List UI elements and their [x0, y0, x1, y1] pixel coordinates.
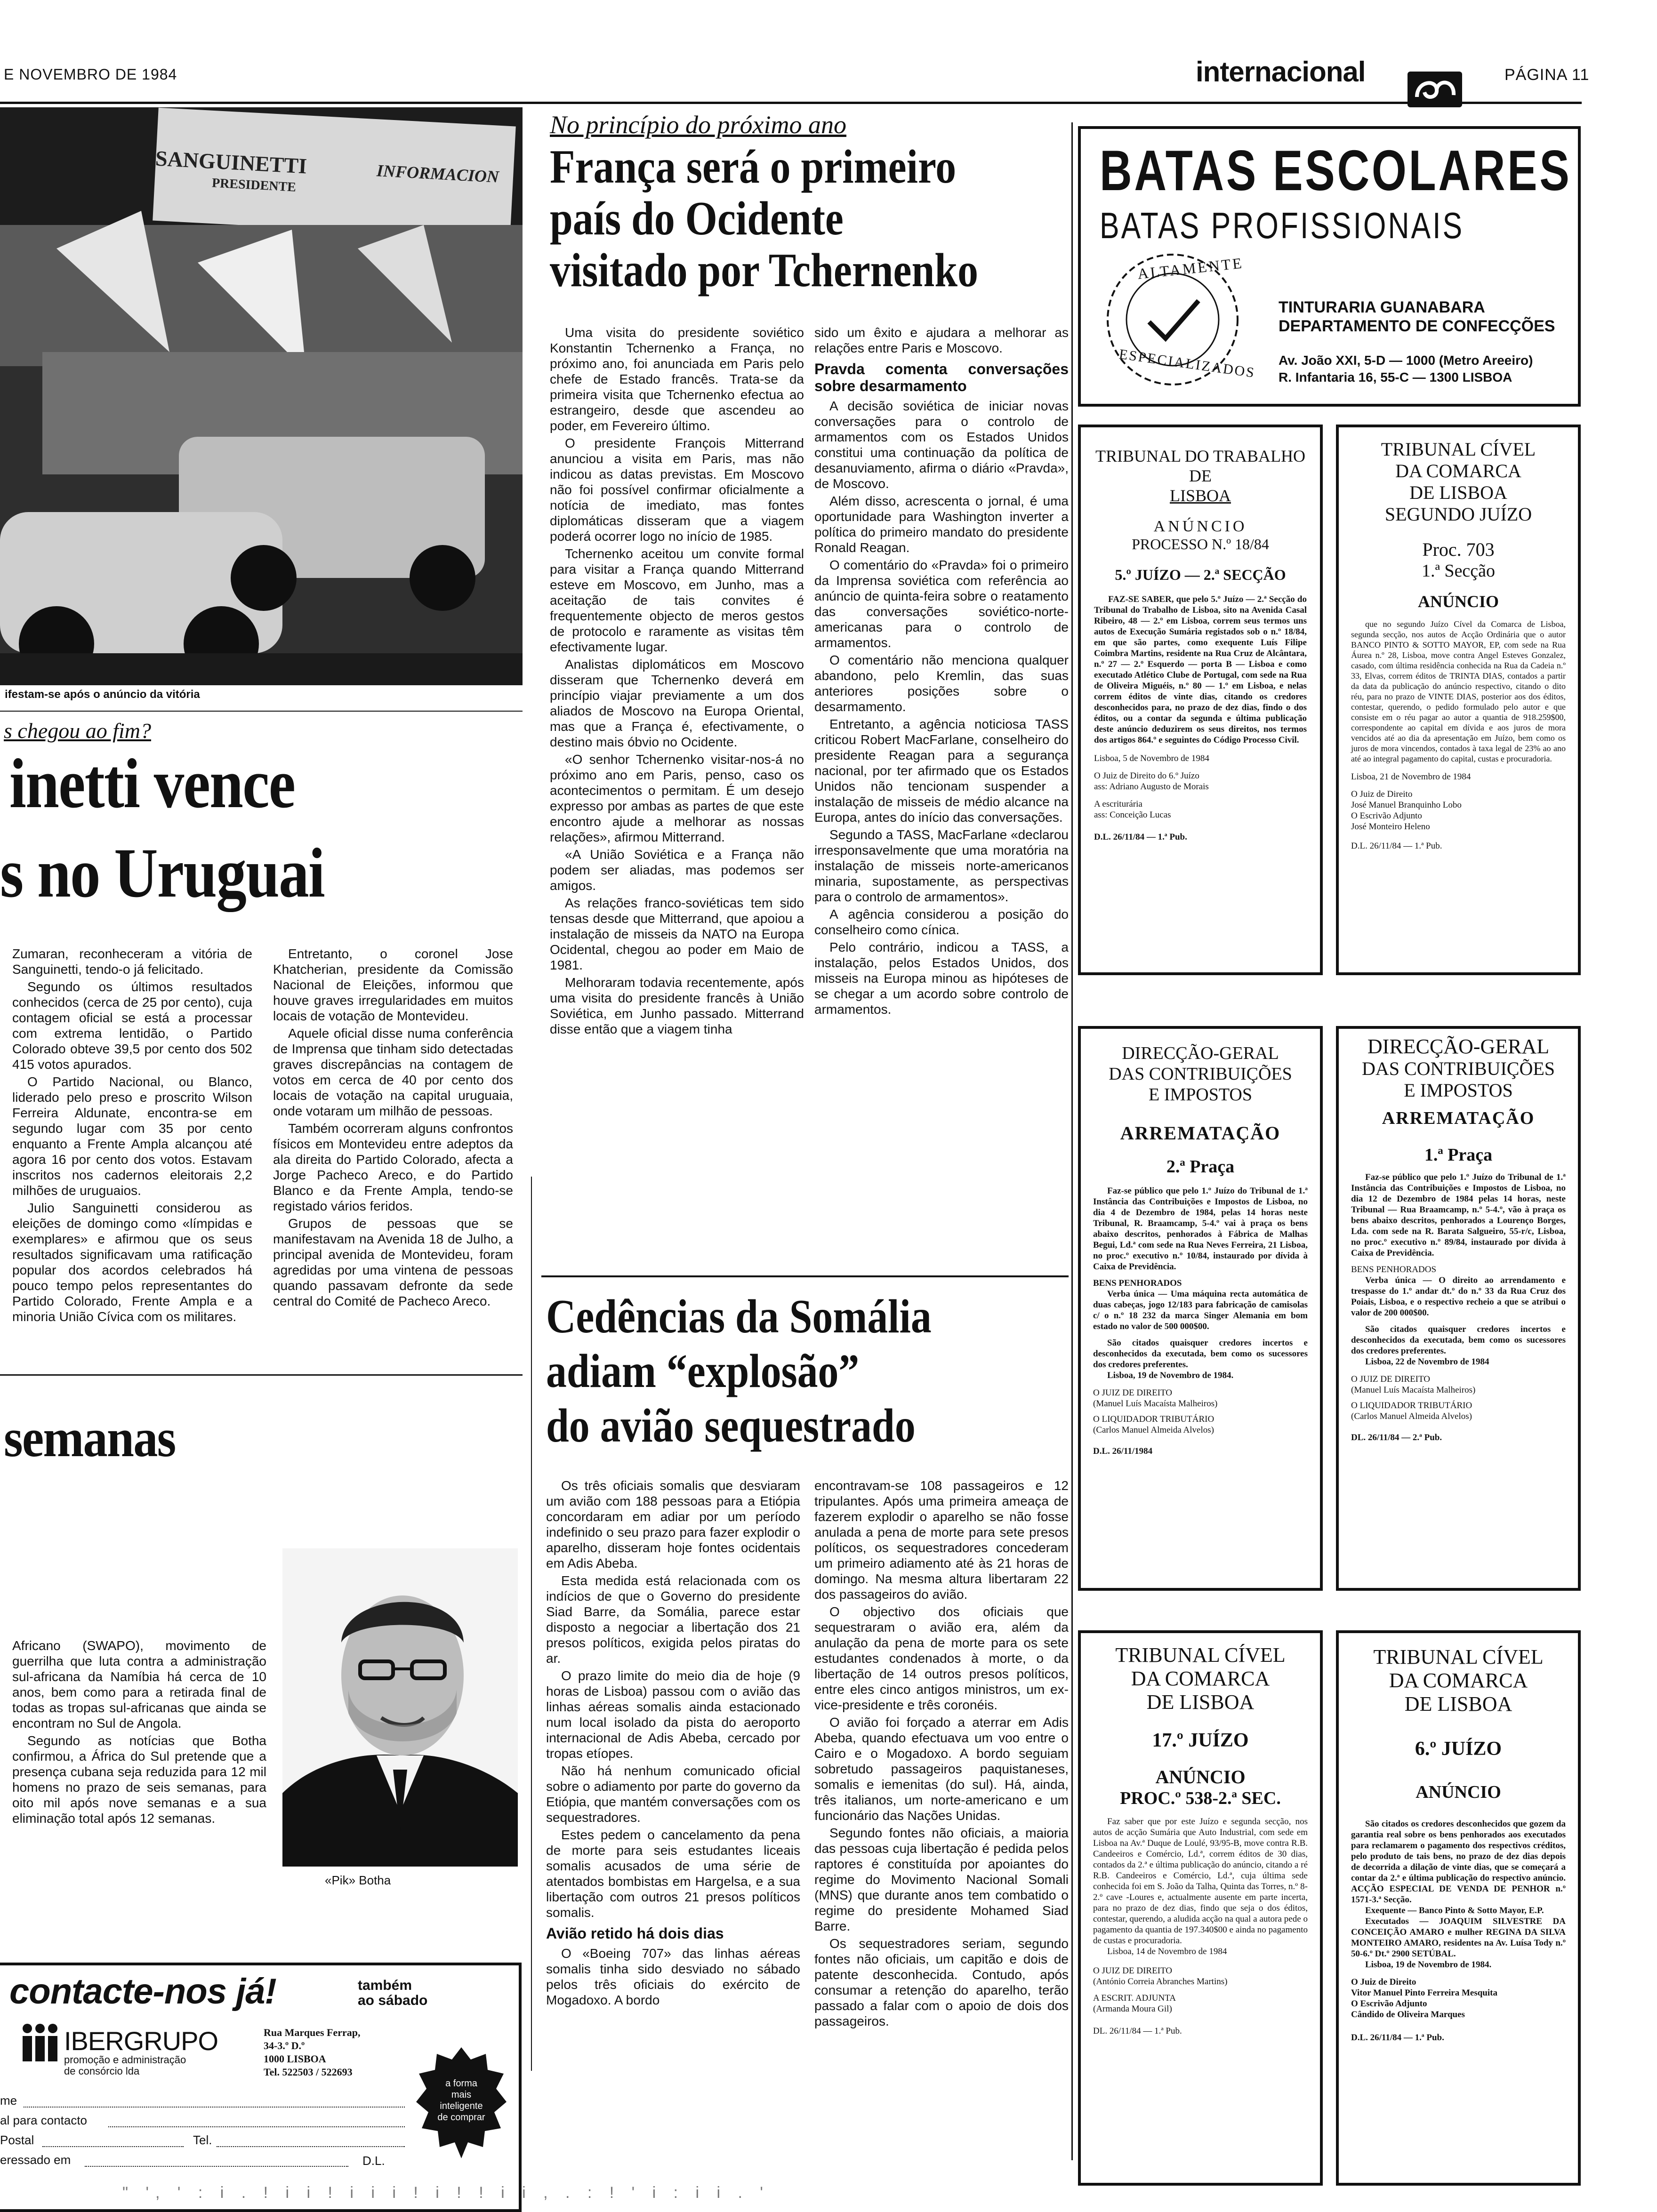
notice-kind: ARREMATAÇÃO	[1382, 1108, 1535, 1128]
paragraph: sido um êxito e ajudara a melhorar as relações entre Paris e Moscovo.	[814, 325, 1069, 355]
divider	[0, 1374, 523, 1376]
notice-creditors: São citados quaisquer credores incertos e desconhecidos da executada, bem como os sucessores dos credores preferentes.	[1351, 1324, 1566, 1356]
batas-company: TINTURARIA GUANABARA	[1279, 298, 1485, 316]
notice-title: E IMPOSTOS	[1404, 1080, 1513, 1101]
paragraph: Aquele oficial disse numa conferência de Imprensa que tinham sido detectadas graves discrepâncias na contagem de votos em cerca de 40 por cento dos locais de votação na capital uruguaia, onde votaram um milhão de pessoas.	[273, 1026, 513, 1118]
notice-title: TRIBUNAL CÍVEL	[1115, 1643, 1286, 1667]
altamente-seal-icon	[1104, 251, 1256, 388]
divider	[0, 711, 523, 712]
notice-kind: ANÚNCIO	[1417, 592, 1499, 611]
scan-noise: " ', ' : i . ! i i ! i i i ! i ! ! i i , . : ! ' i : i i . '	[122, 2184, 770, 2202]
franca-headline-2: país do Ocidente	[550, 192, 844, 245]
notice-clerk: A ESCRIT. ADJUNTA	[1093, 1993, 1176, 2003]
notice-juizo: 5.º JUÍZO — 2.ª SECÇÃO	[1115, 566, 1286, 583]
notice-date: Lisboa, 19 de Novembro de 1984.	[1365, 1960, 1492, 1970]
paragraph: A decisão soviética de iniciar novas conversações para o controlo de armamentos com os Estados Unidos constitui uma continuação da política de desanuviamento, afirma o diário «Pravda», de Moscovo.	[814, 399, 1069, 491]
portrait-caption: «Pik» Botha	[325, 1873, 391, 1887]
notice-title: DE LISBOA	[1146, 1691, 1255, 1714]
photo-sign-informacion: INFORMACION	[376, 161, 499, 186]
notice-title: DA COMARCA	[1131, 1667, 1270, 1690]
franca-col-2	[814, 325, 1069, 1019]
batas-department: DEPARTAMENTO DE CONFECÇÕES	[1279, 317, 1555, 335]
paragraph: Segundo a TASS, MacFarlane «declarou irresponsavelmente que uma moratória na instalação de misseis norte-americanos minaria, supostamente, as perspectivas para o controlo de armamentos».	[814, 827, 1069, 904]
paragraph: Melhoraram todavia recentemente, após uma visita do presidente francês à União Soviética, em Junho passado. Mitterrand disse então que a viagem tinha	[550, 975, 804, 1036]
seal-top-text: ALTAMENTE	[1136, 254, 1245, 282]
notice-exequente: Exequente — Banco Pinto & Sotto Mayor, E.P.	[1365, 1906, 1544, 1915]
contact-badge	[414, 2045, 508, 2163]
notice-judge-name: Vitor Manuel Pinto Ferreira Mesquita	[1351, 1988, 1497, 1998]
notice-kind: ANÚNCIO	[1155, 1766, 1246, 1787]
notice-judge: O Juiz de Direito	[1351, 789, 1413, 799]
botha-portrait	[282, 1548, 518, 1867]
notice-title: DA COMARCA	[1395, 460, 1521, 481]
notice-title: DAS CONTRIBUIÇÕES	[1361, 1058, 1555, 1079]
photo-sign-sanguinetti: SANGUINETTI	[154, 146, 308, 178]
notice-executados: Executados — JOAQUIM SILVESTRE DA CONCEIÇÃO AMARO e mulher REGINA DA SILVA MONTEIRO AMARO, residentes na Av. Luísa Tody n.º 50-6.º Dt.º 2900 SETÚBAL.	[1351, 1916, 1566, 1959]
notice-judge: O JUIZ DE DIREITO	[1093, 1966, 1172, 1976]
notice-process: PROC.º 538-2.ª SEC.	[1120, 1788, 1281, 1808]
notice-date: Lisboa, 5 de Novembro de 1984	[1094, 753, 1209, 763]
paragraph: Zumaran, reconheceram a vitória de Sanguinetti, tendo-o já felicitado.	[12, 946, 252, 977]
notice-date: Lisboa, 22 de Novembro de 1984	[1365, 1357, 1489, 1367]
semanas-text	[12, 1638, 266, 1828]
uruguay-col-2	[273, 946, 513, 1311]
notice-body: Faz saber que por este Juízo e segunda secção, nos autos de acção Sumária que Auto Industrial, com sede em Lisboa na Av.ª Duque de Loulé, 93/95-B, move contra R.B. Candeeiros e Comércio, Ld.ª, correm éditos de 30 dias, contados da 2.ª e última publicação do anúncio, citando a ré R.B. Candeeiros e Comércio, Ld.ª, cuja última sede conhecida foi em S. João da Talha, Quinta das Torres, n.º 8-2.º cave -Loures e, actualmente ausente em parte incerta, para no prazo de dez dias, findo que seja o dos éditos, contestar, querendo, a aludida acção na qual a autora pede o pagamento da quantia de 197.340$00 e ainda no pagamento de custas e procuradoria.	[1093, 1817, 1308, 1946]
badge-line-1: a forma	[445, 2078, 477, 2089]
franca-kicker: No princípio do próximo ano	[550, 111, 846, 139]
notice-process: PROCESSO N.º 18/84	[1132, 536, 1269, 553]
uruguay-headline-2: s no Uruguai	[0, 834, 325, 912]
notice-dl: D.L. 26/11/84 — 1.ª Pub.	[1351, 2033, 1444, 2043]
notice-clerk-name: ass: Conceição Lucas	[1094, 810, 1171, 820]
paragraph: Segundo os últimos resultados conhecidos (cerca de 25 por cento), cuja contagem oficial se está a processar com extrema lentidão, o Partido Colorado obteve 39,5 por cento dos 502 415 votos apurados.	[12, 979, 252, 1072]
paragraph: A agência considerou a posição do conselheiro como cínica.	[814, 907, 1069, 937]
batas-line-1: BATAS ESCOLARES	[1100, 138, 1572, 202]
paragraph: O comentário não menciona qualquer abandono, pelo Kremlin, das suas anteriores posições sobre o desarmamento.	[814, 653, 1069, 714]
notice-date: Lisboa, 14 de Novembro de 1984	[1107, 1947, 1227, 1956]
form-line-postal[interactable]	[42, 2146, 184, 2147]
paragraph: «A União Soviética e a França não podem ser aliadas, mas podemos ser amigos.	[550, 847, 804, 893]
paragraph: O presidente François Mitterrand anunciou a visita em Paris, mas não indicou as datas previstas. Em Moscovo não foi possível confirmar oficialmente a notícia de imediato, mas fontes diplomáticas disseram que a viagem poderá ocorrer logo no início de 1985.	[550, 436, 804, 544]
notice-title: DAS CONTRIBUIÇÕES	[1109, 1064, 1292, 1084]
contact-ad	[0, 1963, 522, 2212]
form-line-name[interactable]	[24, 2107, 405, 2108]
notice-body: que no segundo Juízo Cível da Comarca de Lisboa, segunda secção, nos autos de Acção Ordinária que o autor BANCO PINTO & SOTTO MAYOR, EP, com sede na Rua Áurea n.º 28, Lisboa, move contra Angel Esteves Gonzalez, casado, com última residência conhecida na Rua da Cadeia n.º 33, Elvas, correm éditos de TRINTA DIAS, contados a partir da data da publicação do anúncio respectivo, citando o dito réu, para no prazo de VINTE DIAS, posterior aos dos éditos, contestar, querendo, o pedido formulado pelo autor e que consiste em o réu pagar ao autor a quantia de 918.259$00, correspondente ao capital em dívida e aos juros de mora vencidos até ao dia da apresentação em Juízo, bem como os juros de mora vincendos, contados à taxa legal de 23% ao ano até ao integral pagamento do capital, custas e procuradoria.	[1351, 619, 1566, 763]
notice-title: E IMPOSTOS	[1149, 1085, 1252, 1105]
notice-judge: O JUIZ DE DIREITO	[1351, 1374, 1430, 1384]
notice-title: TRIBUNAL DO TRABALHO	[1095, 447, 1305, 465]
paragraph: As relações franco-soviéticas tem sido tensas desde que Mitterrand, que apoiou a instalação de misseis da NATO na Europa Ocidental, chegou ao poder em Maio de 1981.	[550, 896, 804, 972]
paragraph: O Partido Nacional, ou Blanco, liderado pelo preso e proscrito Wilson Ferreira Aldunate, encontra-se em segundo lugar com 35 por cento enquanto a Frente Ampla alcançou até agora 16 por cento dos votos. Estavam inscritos nos cadernos eleitorais 2,2 milhões de uruguaios.	[12, 1074, 252, 1198]
notice-civel-segundo	[1336, 425, 1581, 975]
contact-address-1: Rua Marques Ferrap,	[264, 2027, 361, 2038]
notice-title: DIRECÇÃO-GERAL	[1367, 1035, 1550, 1058]
notice-kind: ANÚNCIO	[1416, 1782, 1501, 1802]
franca-headline-3: visitado por Tchernenko	[550, 244, 978, 297]
paragraph: Os três oficiais somalis que desviaram um avião com 188 pessoas para a Etiópia concordaram em adiar por um período indefinido o seu prazo para fazer explodir o aparelho, disseram hoje fontes ocidentais em Adis Abeba.	[546, 1478, 800, 1571]
paragraph: O objectivo dos oficiais que sequestraram o avião era, além da anulação da pena de morte para os sete estudantes condenados à morte, o da libertação de 14 outros presos políticos, entre eles cinco antigos ministros, um ex-vice-presidente e três coronéis.	[814, 1604, 1069, 1712]
notice-clerk-name: Cândido de Oliveira Marques	[1351, 2010, 1465, 2020]
semanas-headline: semanas	[4, 1408, 176, 1468]
batas-ad	[1078, 126, 1581, 407]
uruguay-kicker: s chegou ao fim?	[4, 719, 152, 743]
form-label-interest: eressado em	[0, 2153, 71, 2167]
contact-address-3: 1000 LISBOA	[264, 2053, 326, 2065]
paragraph: Uma visita do presidente soviético Konstantin Tchernenko a França, no próximo ano, foi anunciada em Paris pelo chefe de Estado francês. Trata-se da primeira visita que Tchernenko efectua ao estrangeiro, desde que ascendeu ao poder, em Fevereiro último.	[550, 325, 804, 433]
notice-judge: O Juiz de Direito do 6.º Juízo	[1094, 771, 1199, 781]
form-line-interest[interactable]	[85, 2166, 348, 2167]
photo-caption: ifestam-se após o anúncio da vitória	[5, 688, 200, 701]
notice-title: LISBOA	[1169, 486, 1231, 505]
paragraph: Julio Sanguinetti considerou as eleições de domingo como «límpidas e exemplares» e afirmou que os seus resultados significavam uma ratificação popular dos acordos celebrados há pouco tempo pelos representantes do Partido Colorado, Frente Ampla e a minoria União Cívica com os militares.	[12, 1201, 252, 1324]
paragraph: Pelo contrário, indicou a TASS, a instalação, pelos Estados Unidos, dos misseis na Europa minou as hipóteses de se chegar a um acordo sobre controlo de armamentos.	[814, 940, 1069, 1017]
batas-line-2: BATAS PROFISSIONAIS	[1100, 205, 1464, 246]
paragraph: «O senhor Tchernenko visitar-nos-á no próximo ano em Paris, penso, caso os acontecimentos o permitam. É um desejo expresso por ambas as partes de que este encontro ajude a melhorar as nossas relações», afirmou Mitterrand.	[550, 752, 804, 844]
notice-praca: 2.ª Praça	[1166, 1157, 1235, 1177]
paragraph: encontravam-se 108 passageiros e 12 tripulantes. Após uma primeira ameaça de fazerem explodir o aparelho se não fosse anulada a pena de morte para sete presos políticos, os sequestradores concederam um primeiro adiamento até às 21 horas de domingo. Na mesma altura libertaram 22 dos passageiros do avião.	[814, 1478, 1069, 1602]
notice-judge-name: (Manuel Luís Macaísta Malheiros)	[1351, 1385, 1476, 1395]
paragraph: Entretanto, o coronel Jose Khatcherian, presidente da Comissão Nacional de Eleições, informou que houve graves irregularidades em muitos locais de votação de Montevideu.	[273, 946, 513, 1023]
notice-civel-17-juizo	[1078, 1630, 1323, 2186]
notice-kind: ANÚNCIO	[1153, 518, 1247, 535]
notice-judge: O JUIZ DE DIREITO	[1093, 1388, 1172, 1398]
paragraph: Entretanto, a agência noticiosa TASS criticou Robert MacFarlane, conselheiro do presidente Reagan para a segurança nacional, por ter afirmado que os Estados Unidos não tencionam suspender a instalação de misseis de médio alcance na Europa, antes do início das conversações.	[814, 717, 1069, 825]
form-label-postal: Postal	[0, 2133, 34, 2147]
notice-dl: DL. 26/11/84 — 1.ª Pub.	[1093, 2026, 1182, 2036]
contact-ad-title: contacte-nos já!	[9, 1972, 276, 2012]
notice-bens: Verba única — Uma máquina recta automática de duas cabeças, jogo 12/183 para fabricação de camisolas c/ o n.º 18 232 da marca Singer Alemania em bom estado no valor de 500 000$00.	[1093, 1289, 1308, 1331]
header-rule	[0, 102, 1582, 104]
notice-date: Lisboa, 19 de Novembro de 1984.	[1107, 1370, 1234, 1380]
paragraph: Além disso, acrescenta o jornal, é uma oportunidade para Washington inverter a política do primeiro mandato do presidente Ronald Reagan.	[814, 494, 1069, 555]
notice-body: FAZ-SE SABER, que pelo 5.º Juízo — 2.ª Secção do Tribunal do Trabalho de Lisboa, sito na Avenida Casal Ribeiro, 48 — 2.º em Lisboa, correm seus termos uns autos de Execução Sumária registados sob o n.º 18/84, em que são partes, como exequente Luís Filipe Coimbra Martins, residente na Rua Cruz de Alcântara, n.º 27 — 2.º Esquerdo — porta B — Lisboa e como executado Atlético Clube de Portugal, com sede na Rua de Oliveira Miguéis, n.º 80 — 1.º em Lisboa, e nelas correm éditos de vinte dias, citando os credores desconhecidos para, no prazo de dez dias, findo o dos éditos, ou a contar da segunda e última publicação deste anúncio deduzirem os seus direitos, nos termos dos artigos 864.º e seguintes do Código Processo Civil.	[1094, 594, 1307, 745]
somalia-headline-3: do avião sequestrado	[546, 1399, 916, 1452]
pravda-subhead: Pravda comenta conversações sobre desarmamento	[814, 361, 1069, 394]
header-date: E NOVEMBRO DE 1984	[4, 66, 177, 83]
notice-title: DIRECÇÃO-GERAL	[1122, 1043, 1279, 1063]
paragraph: Esta medida está relacionada com os indícios de que o Governo do presidente Siad Barre, da Somália, parece estar disposto a negociar a libertação dos 21 presos políticos, exigida pelos piratas do ar.	[546, 1573, 800, 1666]
header-section: internacional	[1196, 56, 1366, 88]
form-line-tel[interactable]	[217, 2146, 405, 2147]
notice-dl: DL. 26/11/84 — 2.ª Pub.	[1351, 1433, 1442, 1443]
notice-title: TRIBUNAL CÍVEL	[1381, 439, 1536, 460]
paragraph: Segundo fontes não oficiais, a maioria das pessoas cuja libertação é pedida pelos raptores é constituída por apoiantes do regime do Movimento Nacional Somali (MNS) que durante anos tem combatido o regime do presidente Mohamed Siad Barre.	[814, 1826, 1069, 1933]
contact-address-2: 34-3.º D.º	[264, 2040, 305, 2052]
badge-line-2: mais	[451, 2090, 472, 2100]
ibergrupo-brand: IBERGRUPO	[64, 2026, 218, 2056]
badge-line-3: inteligente	[440, 2101, 483, 2111]
notice-clerk-name: José Monteiro Heleno	[1351, 822, 1430, 832]
uruguay-headline-1: inetti vence	[9, 745, 295, 823]
notice-praca: 1.ª Praça	[1424, 1145, 1493, 1165]
notice-judge-name: ass: Adriano Augusto de Morais	[1094, 782, 1209, 792]
paragraph: Estes pedem o cancelamento da pena de morte para seis estudantes liceais somalis acusados de uma série de atentados bombistas em Hargelsa, e a sua libertação com outros 21 presos políticos somalis.	[546, 1827, 800, 1920]
contact-ad-tag-2: ao sábado	[358, 1993, 428, 2008]
aviao-subhead: Avião retido há dois dias	[546, 1925, 724, 1942]
paragraph: Analistas diplomáticos em Moscovo disseram que Tchernenko deverá em princípio viajar previamente a um dos aliados de Moscovo na Europa Oriental, mas que a França é, efectivamente, o destino mais óbvio no Ocidente.	[550, 657, 804, 749]
divider	[541, 1275, 1069, 1277]
ibergrupo-sub-1: promoção e administração	[64, 2054, 186, 2066]
photo-sign-presidente: PRESIDENTE	[211, 176, 297, 195]
paragraph: Grupos de pessoas que se manifestavam na Avenida 18 de Julho, a principal avenida de Montevideu, foram agredidas por uma vintena de pessoas quando passavam defronte da sede central do Comité de Pacheco Areco.	[273, 1216, 513, 1308]
notice-liquidador-name: (Carlos Manuel Almeida Alvelos)	[1351, 1411, 1472, 1421]
notice-body: Faz-se público que pelo 1.º Juízo do Tribunal de 1.ª Instância das Contribuições e Impostos de Lisboa, no dia 12 de Dezembro de 1984 pelas 14 horas, neste Tribunal — Rua Braamcamp, n.º 5-4.º, vão à praça os bens abaixo descritos, penhorados a Lourenço Borges, Lda. com sede na R. Barata Salgueiro, 55-r/c, Lisboa, no proc.º executivo n.º 89/84, instaurado por dívida à Caixa de Previdência.	[1351, 1172, 1566, 1258]
notice-clerk: O Escrivão Adjunto	[1351, 1999, 1427, 2009]
uruguay-rally-photo	[0, 107, 523, 685]
paragraph: Africano (SWAPO), movimento de guerrilha que luta contra a administração sul-africana da Namíbia há cerca de 10 anos, bem como para a retirada final de todas as tropas sul-africanas que ainda se encontram no Sul de Angola.	[12, 1638, 266, 1731]
batas-address-1: Av. João XXI, 5-D — 1000 (Metro Areeiro)	[1279, 353, 1533, 368]
paragraph: Os sequestradores seriam, segundo fontes não oficiais, um capitão e dois de patente desconhecida. Contudo, após consumar a retenção do aparelho, terão passado a falar com o apoio de dois dos passageiros.	[814, 1936, 1069, 2028]
notice-seccao: 1.ª Secção	[1421, 561, 1496, 581]
divider	[531, 1177, 532, 2071]
notice-body: Faz-se público que pelo 1.º Juízo do Tribunal de 1.ª Instância das Contribuições e Impostos de Lisboa, no dia 4 de Dezembro de 1984, pelas 14 horas neste Tribunal, R. Braamcamp, 5-4.º vai à praça os bens abaixo descritos, penhorados à Fábrica de Malhas Begui, Ld.ª com sede na Rua Neves Ferreira, 21 Lisboa, no proc.º executivo n.º 10/84, instaurado por dívida à Caixa de Previdência.	[1093, 1186, 1308, 1272]
notice-bens-title: BENS PENHORADOS	[1093, 1278, 1182, 1288]
paragraph: O «Boeing 707» das linhas aéreas somalis tinha sido desviado no sábado pelos três oficiais do exército de Mogadoxo. A bordo	[546, 1946, 800, 2007]
paragraph: O avião foi forçado a aterrar em Adis Abeba, quando efectuava um voo entre o Cairo e o Mogadoxo. A bordo seguiam sobretudo passageiros paquistaneses, somalis e iemenitas (do sul). Há, ainda, três italianos, um norte-americano e um funcionário das Nações Unidas.	[814, 1715, 1069, 1823]
notice-clerk: O Escrivão Adjunto	[1351, 811, 1422, 821]
seal-bottom-text: ESPECIALIZADOS	[1118, 346, 1256, 381]
somalia-col-2	[814, 1478, 1069, 2031]
notice-body: São citados os credores desconhecidos que gozem da garantia real sobre os bens penhorados aos executados para reclamarem o pagamento dos respectivos créditos, pelo produto de tais bens, no prazo de dez dias depois de decorrida a dilação de vinte dias, que se começará a contar da 2.ª e última publicação do respectivo anúncio. ACÇÃO ESPECIAL DE VENDA DE PENHOR n.º 1571-3.ª Secção.	[1351, 1819, 1566, 1905]
notice-juizo: 6.º JUÍZO	[1415, 1738, 1502, 1760]
notice-kind: ARREMATAÇÃO	[1120, 1122, 1281, 1144]
form-line-contact[interactable]	[108, 2126, 405, 2127]
somalia-col-1	[546, 1478, 800, 2010]
form-label-dl: D.L.	[362, 2154, 385, 2168]
contact-ad-tag-1: também	[358, 1978, 412, 1993]
notice-title: DA COMARCA	[1389, 1669, 1528, 1692]
notice-civel-6-juizo	[1336, 1630, 1581, 2186]
notice-judge: O Juiz de Direito	[1351, 1977, 1416, 1987]
paragraph: Também ocorreram alguns confrontos físicos em Montevideu entre adeptos da ala direita do Partido Colorado, afecta a Jorge Pacheco Areco, e do Partido Blanco e da Frente Ampla, tendo-se registado vários feridos.	[273, 1121, 513, 1213]
notice-judge-name: (António Correia Abranches Martins)	[1093, 1977, 1228, 1987]
somalia-headline-1: Cedências da Somália	[546, 1290, 932, 1343]
header-page: PÁGINA 11	[1504, 66, 1590, 84]
notice-dl: D.L. 26/11/84 — 1.ª Pub.	[1351, 841, 1442, 851]
divider	[1071, 122, 1073, 2160]
ibergrupo-sub-2: de consórcio lda	[64, 2065, 140, 2077]
notice-clerk: A escriturária	[1094, 799, 1142, 809]
form-label-tel: Tel.	[193, 2133, 212, 2147]
badge-line-4: de comprar	[437, 2112, 485, 2123]
paragraph: Não há nenhum comunicado oficial sobre o adiamento por parte do governo da Etiópia, que mantém conversações com os sequestradores.	[546, 1763, 800, 1825]
notice-bens: Verba única — O direito ao arrendamento e trespasse do 1.º andar dt.º do n.º 33 da Rua Cruz dos Poiais, Lisboa, e o respectivo recheio a que se atribui o valor de 200 000$00.	[1351, 1275, 1566, 1318]
notice-judge-name: (Manuel Luís Macaísta Malheiros)	[1093, 1399, 1218, 1409]
notice-title: TRIBUNAL CÍVEL	[1373, 1645, 1544, 1668]
notice-tribunal-trabalho	[1078, 425, 1323, 975]
paragraph: O prazo limite do meio dia de hoje (9 horas de Lisboa) passou com o avião das linhas aéreas somalis ainda estacionado num local isolado da pista do aeroporto internacional de Adis Abeba, cercado por tropas etíopes.	[546, 1668, 800, 1761]
notice-title: DE LISBOA	[1404, 1692, 1512, 1715]
notice-dl: D.L. 26/11/84 — 1.ª Pub.	[1094, 832, 1187, 842]
notice-bens-title: BENS PENHORADOS	[1351, 1265, 1437, 1274]
paragraph: Tchernenko aceitou um convite formal para visitar a França quando Mitterrand esteve em Moscovo, em Junho, mas a aceitação de tais convites é frequentemente objecto de meros gestos de protocolo e raramente as visitas têm efectivamente lugar.	[550, 546, 804, 654]
paragraph: Segundo as notícias que Botha confirmou, a África do Sul pretende que a presença cubana seja reduzida para 12 mil homens no prazo de seis semanas, para oito mil após nove semanas e a sua eliminação total após 12 semanas.	[12, 1733, 266, 1826]
franca-headline-1: França será o primeiro	[550, 140, 957, 193]
uruguay-col-1	[12, 946, 252, 1326]
notice-dgci-1a-praca	[1336, 1026, 1581, 1591]
notice-liquidador: O LIQUIDADOR TRIBUTÁRIO	[1351, 1401, 1472, 1411]
notice-dgci-2a-praca	[1078, 1026, 1323, 1591]
notice-process: Proc. 703	[1422, 539, 1495, 560]
franca-col-1	[550, 325, 804, 1039]
notice-creditors: São citados quaisquer credores incertos e desconhecidos da executada, bem como os sucessores dos credores preferentes.	[1093, 1338, 1308, 1370]
batas-address-2: R. Infantaria 16, 55-C — 1300 LISBOA	[1279, 370, 1512, 385]
notice-title: DE	[1189, 466, 1212, 485]
notice-title: DE LISBOA	[1409, 482, 1507, 503]
notice-clerk-name: (Armanda Moura Gil)	[1093, 2004, 1172, 2014]
notice-title: SEGUNDO JUÍZO	[1384, 504, 1532, 525]
notice-judge-name: José Manuel Branquinho Lobo	[1351, 800, 1462, 810]
notice-dl: D.L. 26/11/1984	[1093, 1446, 1153, 1456]
contact-address-4: Tel. 522503 / 522693	[264, 2066, 353, 2078]
ibergrupo-logo-icon	[19, 2021, 61, 2063]
somalia-headline-2: adiam “explosão”	[546, 1345, 860, 1398]
notice-liquidador: O LIQUIDADOR TRIBUTÁRIO	[1093, 1414, 1215, 1424]
form-label-contact: al para contacto	[0, 2113, 88, 2127]
notice-date: Lisboa, 21 de Novembro de 1984	[1351, 772, 1471, 782]
form-label-name: me	[0, 2093, 17, 2108]
paragraph: O comentário do «Pravda» foi o primeiro da Imprensa soviética com referência ao anúncio de quinta-feira sobre o reatamento das conversações soviético-norte-americanas para o controlo de armamentos.	[814, 558, 1069, 650]
notice-liquidador-name: (Carlos Manuel Almeida Alvelos)	[1093, 1425, 1214, 1435]
notice-juizo: 17.º JUÍZO	[1152, 1730, 1249, 1751]
